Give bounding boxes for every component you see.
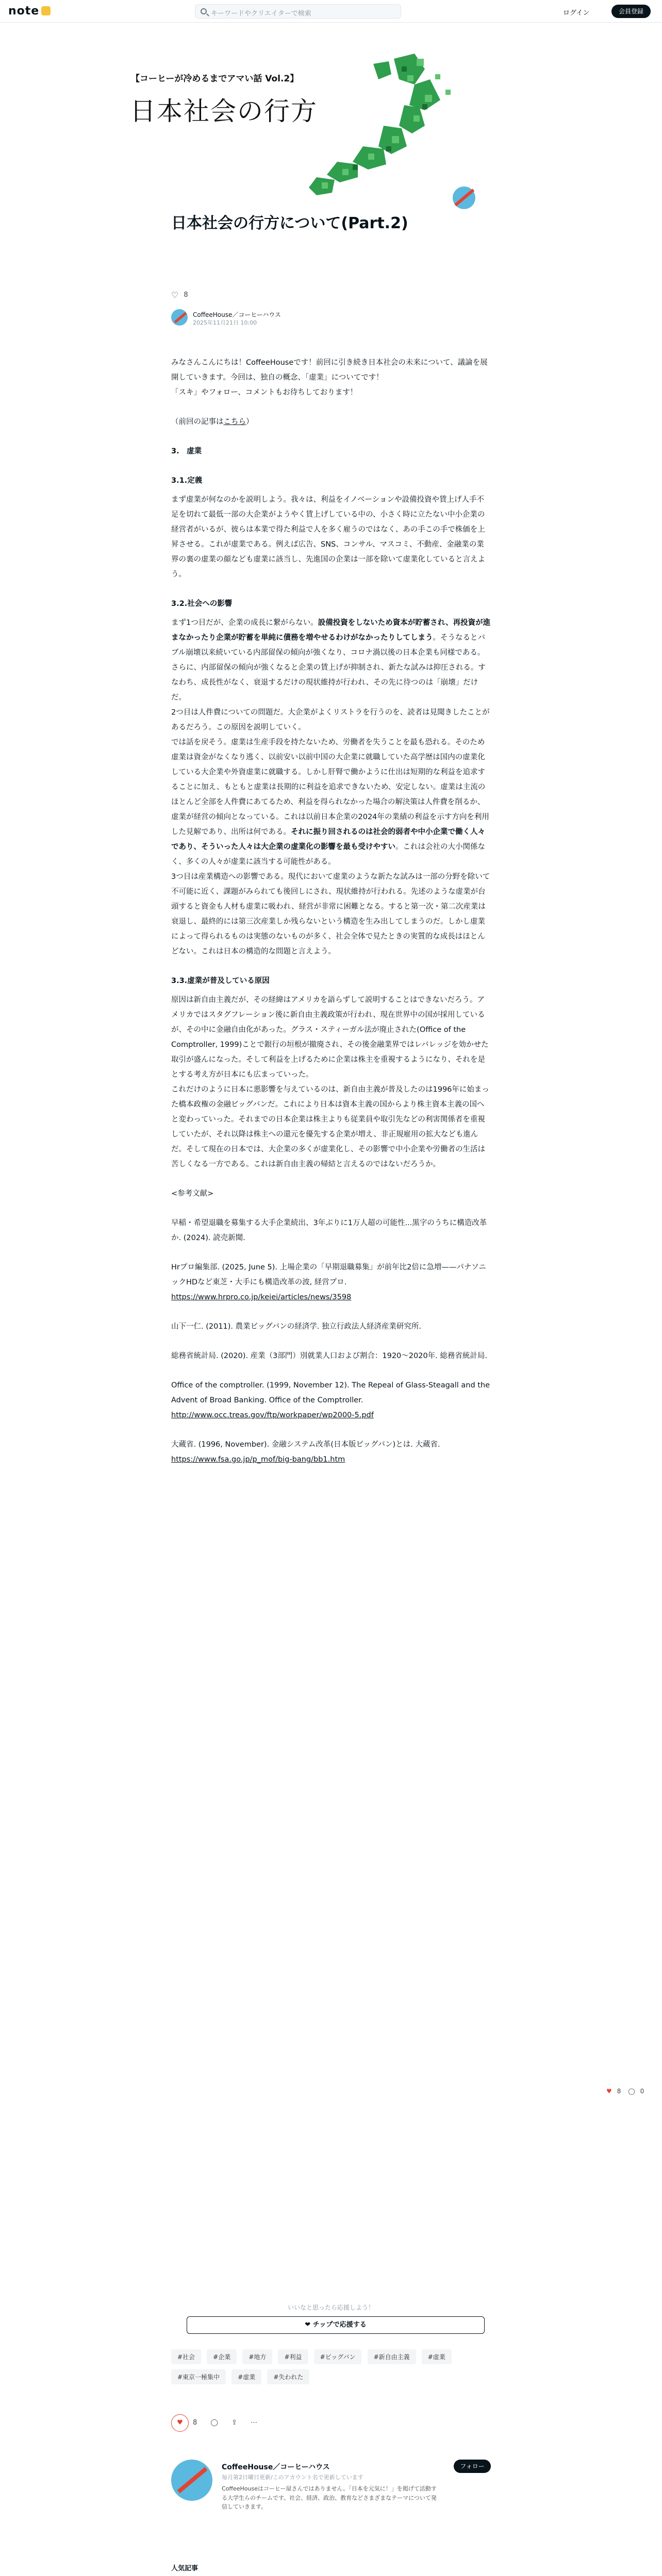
tag[interactable]: #虚業 (422, 2349, 452, 2364)
reference-item: 早稲・希望退職を募集する大手企業続出、3年ぶりに1万人超の可能性...黒字のうちに構造改革か. (2024). 読売新聞. (171, 1219, 487, 1242)
paragraph: 2つ目は人件費についての問題だ。大企業がよくリストラを行うのを、読者は見聞きしたことがあるだろう。この原因を説明していく。 (171, 708, 490, 732)
search-icon (201, 8, 207, 14)
paragraph: これだけのように日本に悪影響を与えているのは、新自由主義が普及したのは1996年に始まった橋本政権の金融ビッグバンだ。これにより日本は資本主義の国からより株主資本主義の国へと変わっていった。それまでの日本企業は株主よりも従業員や取引先などの利害関係者を重視していたが、それ以降は株主への還元を優先する企業が増え、非正規雇用の拡大なども進んだ。そして現在の日本では、大企業の多くが虚業化し、その影響で中小企業や労働者の生活は苦しくなる一方である。これは新自由主義の帰結と言えるのではないだろうか。 (171, 1086, 489, 1168)
side-like-count: 8 (617, 2088, 621, 2095)
reference-link[interactable]: https://www.hrpro.co.jp/keiei/articles/news/3598 (171, 1293, 352, 1301)
note-logo[interactable] (8, 5, 51, 18)
profile-description: CoffeeHouseはコーヒー屋さんではありません。「日本を元気に！」を掲げて活動する大学生らのチームです。社会、経済、政治、教育などさまざまなテーマについて発信していきます。 (222, 2485, 437, 2511)
side-heart-icon[interactable]: ♥ (606, 2088, 612, 2095)
like-button-icon[interactable]: ♥ (171, 2414, 189, 2432)
bottom-like-count: 8 (193, 2419, 197, 2427)
intro-text-2: 「スキ」やフォロー、コメントもお待ちしております！ (171, 388, 358, 397)
reference-item: Office of the comptroller. (1999, November 12). The Repeal of Glass-Steagall and the Advent of Broad Banking. Office of the Comptroller. (171, 1381, 490, 1404)
reference-link[interactable]: http://www.occ.treas.gov/ftp/workpaper/wp2000-5.pdf (171, 1411, 374, 1419)
tag[interactable]: #新自由主義 (368, 2349, 416, 2364)
subsection-heading: 3.2.社会への影響 (171, 600, 233, 608)
more-icon[interactable]: ⋯ (251, 2419, 258, 2427)
tag-list (171, 2349, 491, 2389)
share-icon[interactable]: ⇪ (231, 2419, 238, 2427)
references-title: <参考文献> (171, 1190, 214, 1198)
intro-text: みなさんこんにちは！CoffeeHouseです！前回に引き続き日本社会の未来について、議論を展開していきます。今回は、独自の概念、「虚業」についてです！ (171, 359, 488, 382)
subsection-heading: 3.3.虚業が普及している原因 (171, 977, 270, 985)
profile-avatar[interactable] (171, 2460, 212, 2501)
reference-item: 大蔵省. (1996, November). 金融システム改革(日本版ビッグバン)とは. 大蔵省. (171, 1440, 440, 1449)
tag[interactable]: #失われた (267, 2369, 309, 2384)
side-comment-icon[interactable]: ◯ (628, 2088, 635, 2095)
tag[interactable]: #ビッグバン (314, 2349, 362, 2364)
tip-button[interactable] (187, 2316, 485, 2334)
paragraph: まず虚業が何なのかを説明しよう。我々は、利益をイノベーションや設備投資や賃上げ人手不足を切れて最低一部の大企業がようやく賃上げしている中の、小さく時に立たない中小企業の経営者がいるが、彼らは本業で得た利益で人を多く雇うのではなく、あの手この手で株価を上昇させる。これが虚業である。例えば広告、SNS、コンサル、マスコミ、不動産、金融業の業界の裏の虚業の顔なども虚業に該当し、先進国の企業は一部を除いて虚業化していると言えよう。 (171, 496, 485, 579)
follow-button[interactable]: フォロー (454, 2460, 491, 2473)
like-count: 8 (184, 291, 188, 299)
logo-text: note (8, 5, 40, 18)
cover-image (105, 43, 495, 234)
like-row (171, 290, 188, 300)
support-prompt: いいなと思ったら応援しよう！ (287, 2304, 374, 2311)
tip-button-label: チップで応援する (312, 2321, 367, 2329)
paragraph (171, 616, 491, 705)
side-comment-count: 0 (640, 2088, 644, 2095)
paragraph (171, 735, 491, 870)
paragraph: 原因は新自由主義だが、その経緯はアメリカを語らずして説明することはできないだろう。アメリカではスタグフレーション後に新自由主義政策が行われ、現在世界中の国が採用しているが、その中に金融自由化があった。グラス・スティーガル法が廃止された(Office of the Comptroller, 1999)ことで銀行の垣根が撤廃され、その後金融業界ではレバレッジを効かせた取引が盛んになった。そして利益を上げるために企業は株主を重視するようになり、それを是とする考え方が日本にも広まっていった。 (171, 996, 489, 1079)
profile-subtitle: 毎月第2日曜日更新/このアカウント名で更新しています (222, 2474, 363, 2481)
cover-title: 日本社会の行方 (130, 96, 318, 126)
prev-reference (171, 415, 491, 430)
text: では話を戻そう。虚業は生産手段を持たないため、労働者を失うことを最も恐れる。そのため虚業は資金がなくなり逃く、以前安い以前中国の大企業に就職していた高学歴は国内の虚業化している大企業や外資虚業に就職する。しかし肝腎で働かように仕出は短期的な利益を追求することに加え、もともと虚業は長期的に利益を追求できないため、安定しない。虚業は主流のほとんど全部を人件費にあてるため、利益を得られなかった場合の解決策は人件費を削るか、虚業が経営の傾向となっている。これは以前日本企業の2024年の業績の利益を示す方向を利用した見解であり、出所は何である。 (171, 738, 489, 836)
author-name[interactable]: CoffeeHouse／コーヒーハウス (193, 311, 281, 318)
post-date: 2025年11月21日 10:00 (193, 319, 257, 326)
reference-item: 山下一仁. (2011). 農業ビッグバンの経済学. 独立行政法人経済産業研究所. (171, 1323, 422, 1331)
tag[interactable]: #虚業 (231, 2369, 261, 2384)
popular-title: 人気記事 (171, 2565, 198, 2572)
paragraph: 3つ目は産業構造への影響である。現代において虚業のような新たな試みは一部の分野を除いて不可能に近く、課題がみられても後回しにされ、現状維持が行われる。先述のような虚業が台頭すると資金も人材も虚業に吸われ、経営が非常に困難となる。すると第一次・第二次産業は衰退し、最終的には第三次産業しか残らないという構造を生み出してしまうのだ。しかし虚業によって得られるものは実態のないものが多く、社会全体で見たときの実質的な成長はほとんどない。これは日本の構造的な問題と言えよう。 (171, 873, 490, 956)
subsection-heading: 3.1.定義 (171, 477, 203, 485)
article-title: 日本社会の行方について(Part.2) (171, 214, 408, 232)
tag[interactable]: #企業 (207, 2349, 237, 2364)
search-placeholder: キーワードやクリエイターで検索 (211, 10, 311, 18)
author-avatar[interactable] (171, 309, 188, 326)
bold-text: 設備投資をしないため資本が貯蓄され、再投資が進まなかったり企業が貯蓄を単純に債務を増やせるわけがなかったりしてしまう (171, 619, 491, 642)
logo-mark-icon (41, 6, 51, 15)
heart-icon[interactable]: ♡ (171, 290, 179, 300)
profile-name[interactable]: CoffeeHouse／コーヒーハウス (222, 2463, 330, 2471)
tip-icon: ❤ (305, 2321, 313, 2329)
tag[interactable]: #東京一極集中 (171, 2369, 226, 2384)
search-input[interactable] (195, 4, 401, 19)
japan-map-icon (105, 43, 495, 234)
reference-item: Hrプロ編集部. (2025, June 5). 上場企業の「早期退職募集」が前年比2倍に急増——パナソニックHDなど東芝・大手にも構造改革の波, 経営プロ. (171, 1263, 486, 1286)
reference-link[interactable]: https://www.fsa.go.jp/p_mof/big-bang/bb1.htm (171, 1455, 345, 1464)
bold-text: それに振り回されるのは社会的弱者や中小企業で働く人々であり、そういった人々は大企業の虚業化の影響を最も受けやすい (171, 828, 485, 851)
text: 。これは会社の大小関係なく、多くの人々が虚業に該当する可能性がある。 (171, 843, 485, 866)
tag[interactable]: #社会 (171, 2349, 201, 2364)
tag[interactable]: #利益 (278, 2349, 308, 2364)
comment-icon[interactable]: ◯ (210, 2419, 218, 2427)
article-body (171, 355, 491, 1482)
section-heading: 3. 虚業 (171, 447, 202, 455)
signup-button[interactable]: 会員登録 (611, 5, 651, 18)
prev-ref-suffix: ） (246, 418, 254, 426)
reference-item: 総務省統計局. (2020). 産業（3部門）別就業人口および割合：1920〜2020年. 総務省統計局. (171, 1352, 488, 1360)
login-link[interactable]: ログイン (563, 9, 590, 17)
author-profile-card (171, 2460, 491, 2521)
site-header (0, 0, 662, 23)
text: 。そうなるとバブル崩壊以来続いている内部留保の傾向が強くなり、コロナ渦以後の日本企業も同様である。さらに、内部留保の傾向が強くなると企業の賃上げが抑制され、新たな試みは抑圧される。すなわち、成長性がなく、衰退するだけの現状維持が行われ、その先に待つのは「崩壊」だけだ。 (171, 634, 486, 702)
bottom-actions (171, 2414, 257, 2432)
prev-ref-prefix: （前回の記事は (171, 418, 224, 426)
prev-article-link[interactable]: こちら (223, 418, 246, 426)
intro-paragraph (171, 355, 491, 400)
tag[interactable]: #地方 (242, 2349, 272, 2364)
side-actions (606, 2088, 649, 2095)
text: まず1つ目だが、企業の成長に繋がらない。 (171, 619, 318, 627)
cover-subtitle: 【コーヒーが冷めるまでアマい話 Vol.2】 (131, 74, 299, 84)
